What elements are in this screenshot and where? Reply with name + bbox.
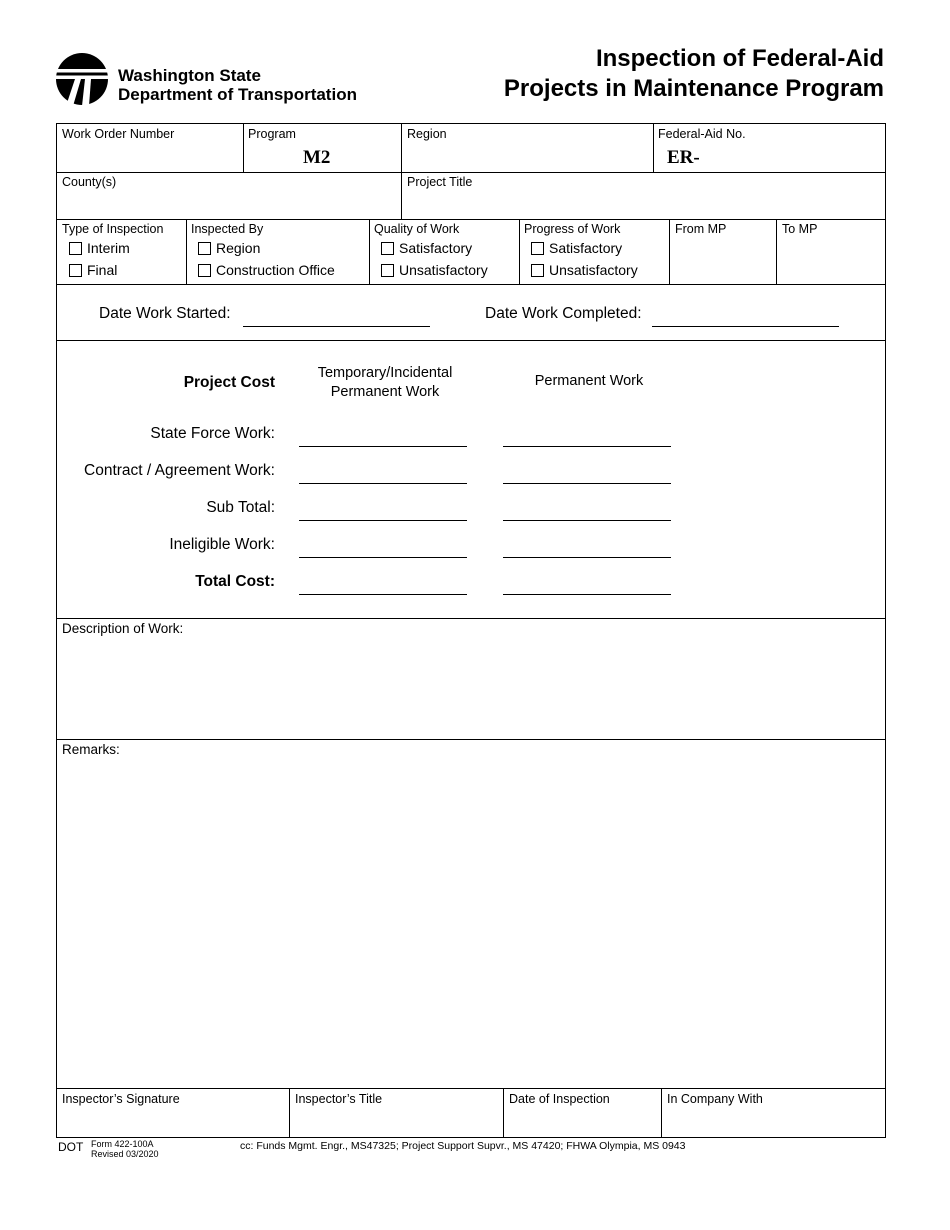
- final-checkbox[interactable]: [69, 264, 82, 277]
- program-value[interactable]: M2: [303, 147, 331, 168]
- footer-form-number: Form 422-100A: [91, 1139, 154, 1149]
- form-title: [504, 44, 884, 104]
- interim-option-label: Interim: [87, 240, 130, 256]
- state-force-permanent-field[interactable]: [503, 446, 671, 447]
- from-mp-label: From MP: [675, 222, 727, 236]
- progress-satisfactory-checkbox[interactable]: [531, 242, 544, 255]
- inspection-form: [56, 123, 886, 1138]
- sub-total-temporary-field[interactable]: [299, 520, 467, 521]
- footer-cc: cc: Funds Mgmt. Engr., MS47325; Project Support Supvr., MS 47420; FHWA Olympia, MS 0943: [240, 1140, 686, 1152]
- footer-revised: Revised 03/2020: [91, 1149, 159, 1159]
- state-force-work-label: State Force Work:: [150, 425, 275, 442]
- ineligible-work-label: Ineligible Work:: [169, 536, 275, 553]
- date-of-inspection-label: Date of Inspection: [509, 1092, 610, 1106]
- progress-satisfactory-label: Satisfactory: [549, 240, 623, 256]
- contract-permanent-field[interactable]: [503, 483, 671, 484]
- remarks-label: Remarks:: [62, 742, 120, 757]
- form-title-line1: Inspection of Federal-Aid: [595, 45, 884, 72]
- footer-dot: DOT: [58, 1140, 84, 1154]
- construction-office-option-label: Construction Office: [216, 262, 335, 278]
- remarks-field[interactable]: [57, 758, 885, 1088]
- date-started-field[interactable]: [243, 326, 430, 327]
- contract-temporary-field[interactable]: [299, 483, 467, 484]
- total-cost-temporary-field[interactable]: [299, 594, 467, 595]
- interim-checkbox[interactable]: [69, 242, 82, 255]
- ineligible-temporary-field[interactable]: [299, 557, 467, 558]
- federal-aid-value[interactable]: ER-: [667, 147, 700, 168]
- construction-office-checkbox[interactable]: [198, 264, 211, 277]
- inspector-signature-label: Inspector’s Signature: [62, 1092, 180, 1106]
- region-label: Region: [407, 127, 447, 141]
- date-completed-label: Date Work Completed:: [485, 305, 642, 322]
- work-order-label: Work Order Number: [62, 127, 175, 141]
- progress-unsatisfactory-label: Unsatisfactory: [549, 262, 638, 278]
- description-of-work-label: Description of Work:: [62, 621, 184, 636]
- quality-satisfactory-checkbox[interactable]: [381, 242, 394, 255]
- type-of-inspection-label: Type of Inspection: [62, 222, 164, 236]
- region-option-label: Region: [216, 240, 261, 256]
- project-title-label: Project Title: [407, 175, 473, 189]
- inspected-by-label: Inspected By: [191, 222, 264, 236]
- in-company-with-label: In Company With: [667, 1092, 763, 1106]
- total-cost-label: Total Cost:: [195, 573, 275, 590]
- quality-satisfactory-label: Satisfactory: [399, 240, 473, 256]
- project-cost-heading: Project Cost: [183, 374, 275, 391]
- program-label: Program: [248, 127, 296, 141]
- quality-unsatisfactory-label: Unsatisfactory: [399, 262, 488, 278]
- progress-unsatisfactory-checkbox[interactable]: [531, 264, 544, 277]
- permanent-work-column-header: Permanent Work: [534, 373, 644, 389]
- progress-of-work-label: Progress of Work: [524, 222, 621, 236]
- region-checkbox[interactable]: [198, 242, 211, 255]
- sub-total-label: Sub Total:: [206, 499, 275, 516]
- state-force-temporary-field[interactable]: [299, 446, 467, 447]
- sub-total-permanent-field[interactable]: [503, 520, 671, 521]
- date-started-label: Date Work Started:: [99, 305, 231, 322]
- final-option-label: Final: [87, 262, 118, 278]
- org-name-line1: Washington State: [118, 66, 261, 85]
- county-label: County(s): [62, 175, 117, 189]
- temporary-incidental-line1: Temporary/Incidental: [317, 365, 453, 381]
- to-mp-label: To MP: [782, 222, 818, 236]
- form-title-line2: Projects in Maintenance Program: [503, 75, 884, 102]
- wsdot-logo: [56, 52, 396, 108]
- inspector-title-label: Inspector’s Title: [295, 1092, 383, 1106]
- org-name-line2: Department of Transportation: [118, 85, 357, 104]
- wsdot-emblem-icon: [56, 52, 108, 106]
- quality-of-work-label: Quality of Work: [374, 222, 460, 236]
- ineligible-permanent-field[interactable]: [503, 557, 671, 558]
- date-completed-field[interactable]: [652, 326, 839, 327]
- temporary-incidental-line2: Permanent Work: [330, 384, 440, 400]
- description-of-work-field[interactable]: [57, 636, 885, 738]
- contract-agreement-work-label: Contract / Agreement Work:: [84, 462, 275, 479]
- total-cost-permanent-field[interactable]: [503, 594, 671, 595]
- quality-unsatisfactory-checkbox[interactable]: [381, 264, 394, 277]
- federal-aid-label: Federal-Aid No.: [658, 127, 746, 141]
- temporary-incidental-column-header: [295, 364, 475, 402]
